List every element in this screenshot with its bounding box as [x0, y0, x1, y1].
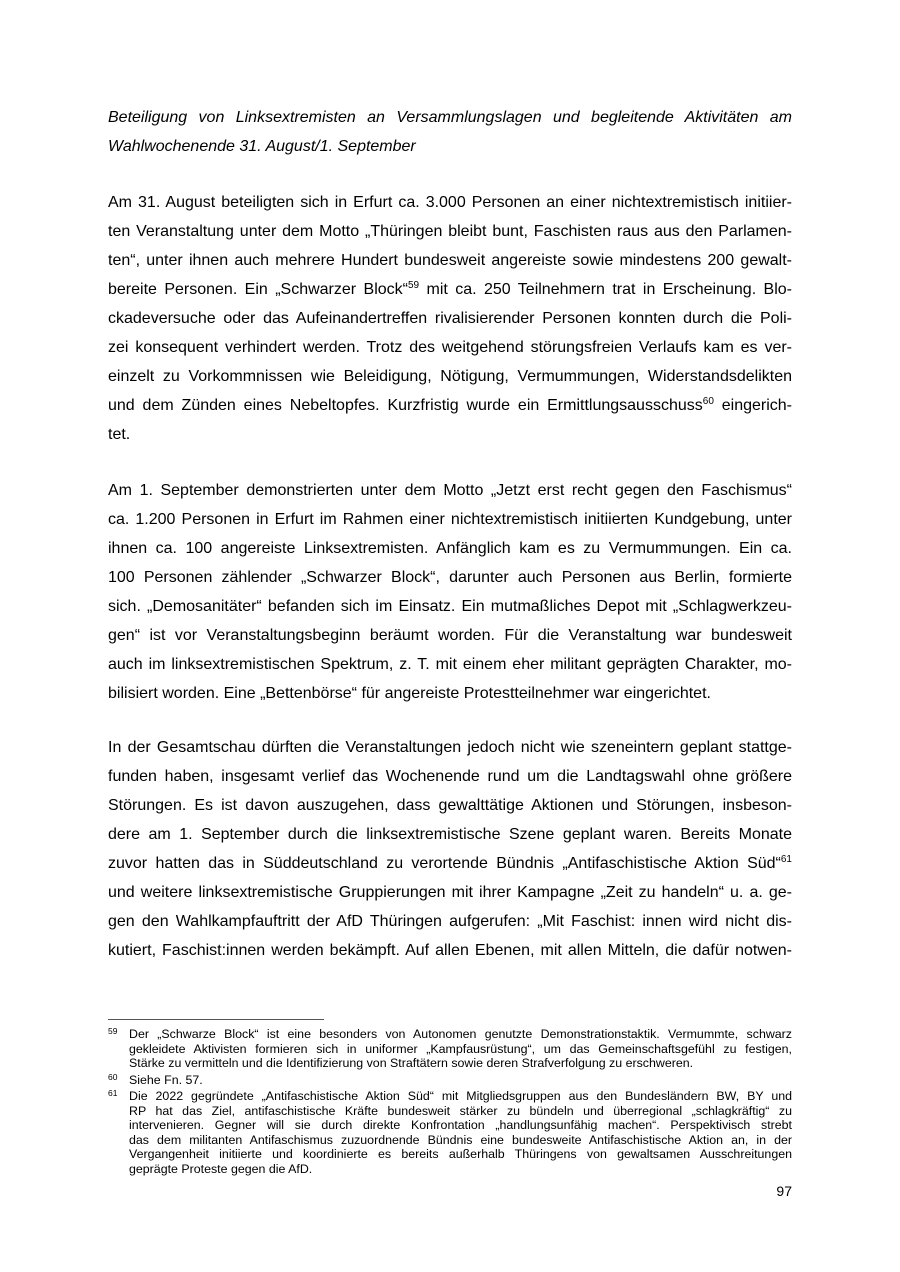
footnote-separator [108, 1019, 324, 1020]
footnote-line: das dem militanten Antifaschismus zuzuordnende Bündnis eine bundesweite Antifaschistische Aktion an, in der [129, 1132, 792, 1147]
footnote-ref-61[interactable]: 61 [780, 854, 792, 865]
footnote-line: Der „Schwarze Block“ ist eine besonders von Autonomen genutzte Demonstrationstaktik. Vermummte, schwarz [129, 1027, 792, 1041]
heading-line: Wahlwochenende 31. August/1. September [108, 138, 416, 155]
footnote-line: intervenieren. Gegner will sie durch direkte Konfrontation „handlungsunfähig machen“. Perspektivisch strebt [129, 1118, 792, 1132]
text-line: ihnen ca. 100 angereiste Linksextremisten. Anfänglich kam es zu Vermummungen. Ein ca. [108, 540, 792, 557]
text-line: ca. 1.200 Personen in Erfurt im Rahmen einer nichtextremistisch initiierten Kundgebung, unter [108, 511, 792, 528]
text-line: und weitere linksextremistische Gruppierungen mit ihrer Kampagne „Zeit zu handeln“ u. a. ge- [108, 884, 792, 901]
text-line: gen den Wahlkampfauftritt der AfD Thüringen aufgerufen: „Mit Faschist: innen wird nicht dis- [108, 913, 792, 930]
footnote-60 [108, 1073, 792, 1088]
text-line: einzelt zu Vorkommnissen wie Beleidigung, Nötigung, Vermummungen, Widerstandsdelikten [108, 368, 792, 385]
text-line: gen“ ist vor Veranstaltungsbeginn beräumt worden. Für die Veranstaltung war bundesweit [108, 627, 792, 644]
text-line: kutiert, Faschist:innen werden bekämpft. Auf allen Ebenen, mit allen Mitteln, die dafür notwen- [108, 942, 792, 959]
text-segment: zuvor hatten das in Süddeutschland zu verortende Bündnis „Antifaschistische Aktion Süd“ [108, 855, 781, 872]
heading-line: Beteiligung von Linksextremisten an Versammlungslagen und begleitende Aktivitäten am [108, 109, 792, 126]
text-line: ten Veranstaltung unter dem Motto „Thüringen bleibt bunt, Faschisten raus aus den Parlamen- [108, 223, 792, 240]
footnote-line: Siehe Fn. 57. [129, 1073, 203, 1087]
text-segment: und dem Zünden eines Nebeltopfes. Kurzfristig wurde ein Ermittlungsausschuss [108, 397, 703, 414]
text-segment: mit ca. 250 Teilnehmern trat in Erscheinung. Blo- [419, 281, 792, 298]
footnote-line: gekleidete Aktivisten formieren sich in uniformer „Kampfausrüstung“, um das Gemeinschaftsgefühl zu festigen, [129, 1041, 792, 1056]
footnote-line: Stärke zu vermitteln und die Identifizierung von Straftätern sowie deren Strafverfolgung zu erschweren. [129, 1056, 694, 1070]
text-line [108, 275, 792, 304]
text-line: funden haben, insgesamt verlief das Wochenende rund um die Landtagswahl ohne größere [108, 768, 792, 785]
text-line [108, 849, 792, 878]
text-line: auch im linksextremistischen Spektrum, z. T. mit einem eher militant geprägten Charakter, mo- [108, 656, 792, 673]
text-line: Am 1. September demonstrierten unter dem Motto „Jetzt erst recht gegen den Faschismus“ [108, 482, 792, 499]
text-line: sich. „Demosanitäter“ befanden sich im Einsatz. Ein mutmaßliches Depot mit „Schlagwerkzeu- [108, 598, 792, 615]
page-number: 97 [776, 1183, 792, 1199]
text-line: In der Gesamtschau dürften die Veranstaltungen jedoch nicht wie szeneintern geplant stattge- [108, 739, 792, 756]
footnote-line: geprägte Proteste gegen die AfD. [129, 1161, 313, 1176]
text-line: Am 31. August beteiligten sich in Erfurt ca. 3.000 Personen an einer nichtextremistisch initiier- [108, 194, 792, 211]
footnote-number: 60 [108, 1072, 118, 1082]
footnote-59 [108, 1027, 792, 1071]
footnote-text [129, 1073, 792, 1088]
text-line: dere am 1. September durch die linksextremistische Szene geplant waren. Bereits Monate [108, 826, 792, 843]
footnote-61 [108, 1089, 792, 1176]
text-segment: eingerich- [713, 397, 793, 414]
paragraph-3 [108, 733, 792, 965]
text-line: ten“, unter ihnen auch mehrere Hundert bundesweit angereiste sowie mindestens 200 gewalt- [108, 252, 792, 269]
text-line: 100 Personen zählender „Schwarzer Block“, darunter auch Personen aus Berlin, formierte [108, 569, 792, 586]
text-segment: bereite Personen. Ein „Schwarzer Block“ [108, 281, 408, 298]
footnote-line: Vergangenheit initiierte und koordinierte es bereits außerhalb Thüringens von gewaltsamen Ausschreitungen [129, 1147, 792, 1161]
footnote-number: 59 [108, 1026, 118, 1036]
text-line: tet. [108, 426, 131, 443]
paragraph-2 [108, 476, 792, 708]
footnote-line: Die 2022 gegründete „Antifaschistische Aktion Süd“ mit Mitgliedsgruppen aus den Bundesländern BW, BY und [129, 1089, 792, 1103]
footnote-number: 61 [108, 1088, 118, 1098]
text-line: Störungen. Es ist davon auszugehen, dass gewalttätige Aktionen und Störungen, insbeson- [108, 797, 792, 814]
text-line: ckadeversuche oder das Aufeinandertreffen rivalisierender Personen konnten durch die Poli- [108, 310, 792, 327]
text-line [108, 391, 792, 420]
footnote-ref-60[interactable]: 60 [702, 396, 714, 407]
footnote-text [129, 1089, 792, 1176]
footnote-text [129, 1027, 792, 1071]
paragraph-1 [108, 188, 792, 449]
text-line: zei konsequent verhindert werden. Trotz des weitgehend störungsfreien Verlaufs kam es ver- [108, 339, 792, 356]
footnote-line: RP hat das Ziel, antifaschistische Kräfte bundesweit stärker zu bündeln und überregional „schlagkräftig“ zu [129, 1103, 792, 1118]
text-line: bilisiert worden. Eine „Bettenbörse“ für angereiste Protestteilnehmer war eingerichtet. [108, 685, 711, 702]
footnote-ref-59[interactable]: 59 [407, 280, 420, 291]
section-heading [108, 103, 792, 161]
